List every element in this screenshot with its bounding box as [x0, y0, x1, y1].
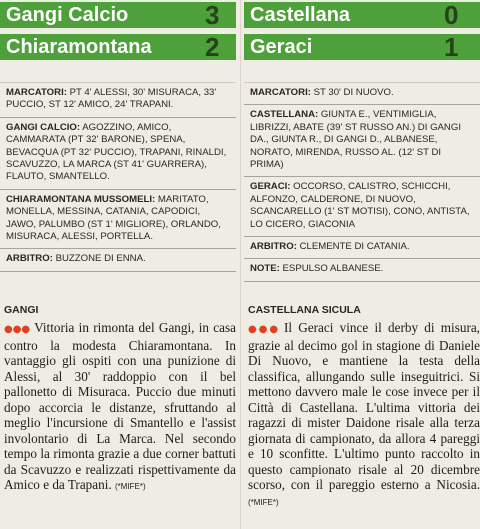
section-label: GERACI:: [250, 181, 291, 193]
home-lineup-section: [0, 118, 236, 190]
away-team-name: Chiaramontana: [6, 36, 152, 58]
section-text: BUZZONE DI ENNA.: [52, 253, 146, 265]
section-label: CHIARAMONTANA MUSSOMELI:: [6, 193, 156, 205]
section-text: OCCORSO, CALISTRO, SCHICCHI, ALFONZO, CALDERONE, DI NUOVO, SCANCARELLO (1' ST MOTISI), CONO, ANTISTA, LO CICERO, GIACONIA: [250, 181, 470, 230]
right-column: [244, 0, 480, 529]
away-lineup-section: [244, 177, 480, 237]
section-text: GIUNTA E., VENTIMIGLIA, LIBRIZZI, ABATE (39' ST RUSSO AN.) DI GANGI DA., GIUNTA R., DI GANGI D., ALBANESE, NORATO, MIRENDA, RUSSO AL. (12' ST DI PRIMA): [250, 109, 461, 171]
referee-section: [244, 237, 480, 259]
away-team-score: 2: [205, 32, 220, 62]
section-label: GANGI CALCIO:: [6, 121, 81, 133]
referee-section: [0, 249, 236, 271]
section-label: ARBITRO:: [6, 253, 53, 265]
report-body: [248, 320, 480, 510]
section-text: ST 30' DI NUOVO.: [310, 87, 394, 98]
section-label: MARCATORI:: [6, 87, 67, 98]
report-kicker: CASTELLANA SICULA: [248, 304, 361, 316]
report-kicker: GANGI: [4, 304, 39, 316]
bullet-dots-icon: ●●●: [4, 324, 31, 335]
scorers-section: [0, 83, 236, 118]
section-text: CLEMENTE DI CATANIA.: [296, 241, 410, 253]
match-report: [4, 304, 236, 495]
report-signature: (*MIFE*): [248, 497, 279, 507]
away-lineup-section: [0, 190, 236, 250]
home-team-name: Gangi Calcio: [6, 4, 129, 26]
home-team-band: [0, 0, 236, 28]
section-text: AGOZZINO, AMICO, CAMMARATA (PT 32' BARONE), SPENA, BEVACQUA (PT 32' PUCCIO), TRAPANI, RINALDI, SCAVUZZO, LA MARCA (ST 41' GUARRERA), FLAUTO, SMANTELLO.: [6, 121, 227, 183]
away-team-band: [244, 32, 480, 60]
section-text: PT 4' ALESSI, 30' MISURACA, 33' PUCCIO, ST 12' AMICO, 24' TRAPANI.: [6, 87, 217, 111]
section-text: MARITATO, MONELLA, MESSINA, CATANIA, CAPODICI, JAWO, PALUMBO (ST 1' MIGLIORE), ORLANDO, MISURACA, ALESSI, PORTELLA.: [6, 193, 221, 243]
home-team-score: 0: [444, 0, 459, 30]
column-divider: [240, 0, 241, 529]
bullet-dots-icon: ●●●: [248, 324, 280, 335]
report-signature: (*MIFE*): [114, 482, 146, 491]
section-text: ESPULSO ALBANESE.: [279, 263, 384, 275]
match-details-box: [0, 82, 236, 272]
report-text: Vittoria in rimonta del Gangi, in casa contro la modesta Chiaramontana. In vantaggio gli ospiti con una punizione di Alessi, al 30' raddoppio con il bel pallonetto di Misuraca. Puccio due minuti dopo accorcia le distanze, sfruttando al meglio l'incursione di Smantello e l'assist involontario di La Marca. Nel secondo tempo la rimonta grazie a due corner battuti da Scavuzzo e realizzati rispettivamente da Amico e da Trapani.: [4, 320, 236, 492]
match-details-box: [244, 82, 480, 282]
report-text: Il Geraci vince il derby di misura, grazie al decimo gol in stagione di Daniele Di Nuovo, e mantiene la testa della classifica, allungando sulle inseguitrici. Si mettono davvero male le cose invece per il Città di Castellana. L'ultima vittoria dei ragazzi di mister Daidone risale alla terza giornata di campionato, da allora 4 pareggi e 10 sconfitte. L'ultimo punto raccolto in questo campionato risale al 20 dicembre scorso, con il pareggio esterno a Nicosia.: [248, 320, 480, 492]
section-label: ARBITRO:: [250, 241, 297, 253]
section-label: CASTELLANA:: [250, 109, 319, 121]
scorers-section: [244, 83, 480, 105]
section-label: NOTE:: [250, 263, 280, 275]
home-team-band: [244, 0, 480, 28]
home-team-score: 3: [205, 0, 220, 30]
away-team-band: [0, 32, 236, 60]
match-report: [248, 304, 480, 510]
away-team-name: Geraci: [250, 36, 313, 58]
left-column: [0, 0, 236, 529]
home-lineup-section: [244, 105, 480, 177]
section-label: MARCATORI:: [250, 87, 311, 98]
away-team-score: 1: [444, 32, 459, 62]
home-team-name: Castellana: [250, 4, 351, 26]
report-body: [4, 320, 236, 495]
notes-section: [244, 259, 480, 281]
